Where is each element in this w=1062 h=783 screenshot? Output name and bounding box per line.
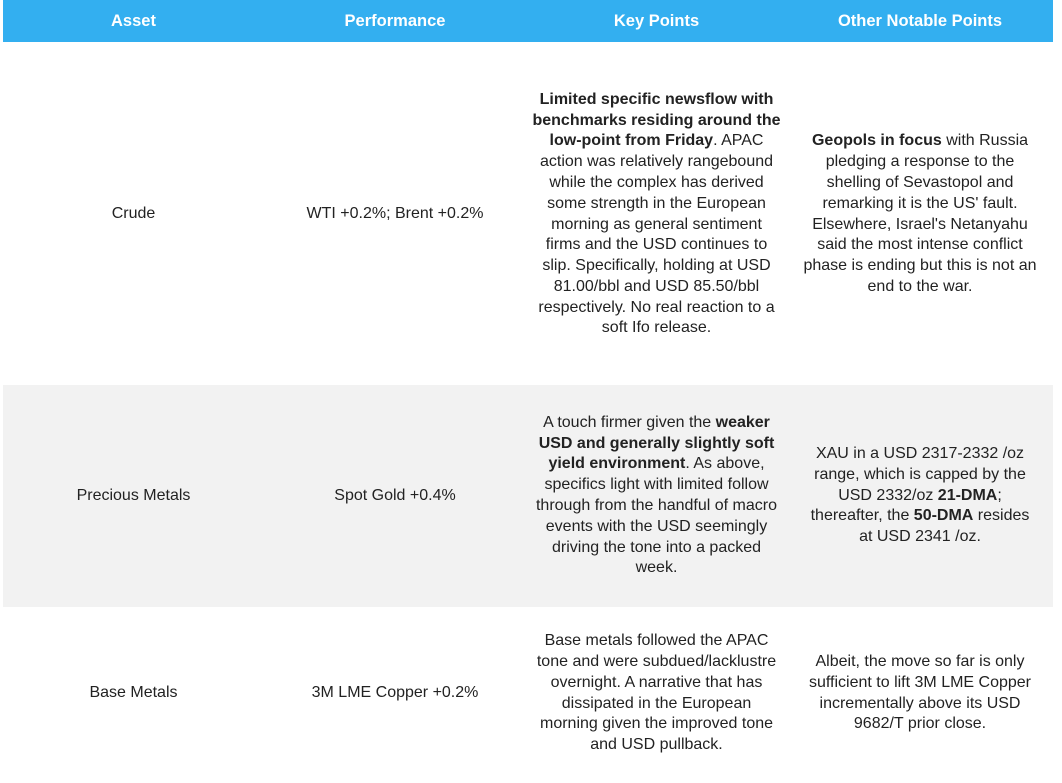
performance-cell: Spot Gold +0.4% xyxy=(264,385,526,607)
other-points-cell xyxy=(787,385,1053,607)
commodities-table xyxy=(3,0,1053,780)
key-points-text: . As above, specifics light with limited follow through from the handful of macro events with the USD seemingly driving the tone into a packed week. xyxy=(535,455,778,577)
other-points-highlight-21dma: 21-DMA xyxy=(937,486,998,504)
key-points-cell xyxy=(526,385,787,607)
performance-cell: 3M LME Copper +0.2% xyxy=(264,607,526,780)
header-key-points: Key Points xyxy=(526,0,787,43)
table-row-precious-metals xyxy=(3,385,1053,607)
key-points-cell: Base metals followed the APAC tone and were subdued/lacklustre overnight. A narrative that has dissipated in the European morning given the improved tone and USD pullback. xyxy=(526,607,787,780)
other-points-text: resides at USD 2341 /oz. xyxy=(859,507,1030,546)
key-points-text: . APAC action was relatively rangebound while the complex has derived some strength in the European morning as general sentiment firms and the USD continues to slip. Specifically, holding at USD 81.00/bbl and USD 85.50/bbl respectively. No real reaction to a soft Ifo release. xyxy=(538,132,775,337)
performance-cell: WTI +0.2%; Brent +0.2% xyxy=(264,43,526,385)
other-points-mid: ; thereafter, the xyxy=(810,486,1002,525)
asset-cell: Precious Metals xyxy=(3,385,264,607)
other-points-highlight-50dma: 50-DMA xyxy=(913,507,974,525)
asset-cell: Crude xyxy=(3,43,264,385)
key-points-lead: A touch firmer given the xyxy=(543,413,716,431)
other-points-highlight: Geopols in focus xyxy=(811,132,942,150)
table-row-crude xyxy=(3,43,1053,385)
asset-cell: Base Metals xyxy=(3,607,264,780)
header-asset: Asset xyxy=(3,0,264,43)
key-points-highlight: Limited specific newsflow with benchmarks residing around the low-point from Friday xyxy=(532,90,781,150)
other-points-text: with Russia pledging a response to the shelling of Sevastopol and remarking it is the US' fault. Elsewhere, Israel's Netanyahu said the most intense conflict phase is ending but this is not an end to the war. xyxy=(803,132,1037,295)
table-row-base-metals xyxy=(3,607,1053,780)
header-row xyxy=(3,0,1053,43)
other-points-lead: XAU in a USD 2317-2332 /oz range, which is capped by the USD 2332/oz xyxy=(814,445,1026,504)
key-points-highlight: weaker USD and generally slightly soft yield environment xyxy=(538,413,775,473)
header-performance: Performance xyxy=(264,0,526,43)
other-points-cell: Albeit, the move so far is only sufficient to lift 3M LME Copper incrementally above its USD 9682/T prior close. xyxy=(787,607,1053,780)
other-points-cell xyxy=(787,43,1053,385)
header-other-points: Other Notable Points xyxy=(787,0,1053,43)
key-points-cell xyxy=(526,43,787,385)
